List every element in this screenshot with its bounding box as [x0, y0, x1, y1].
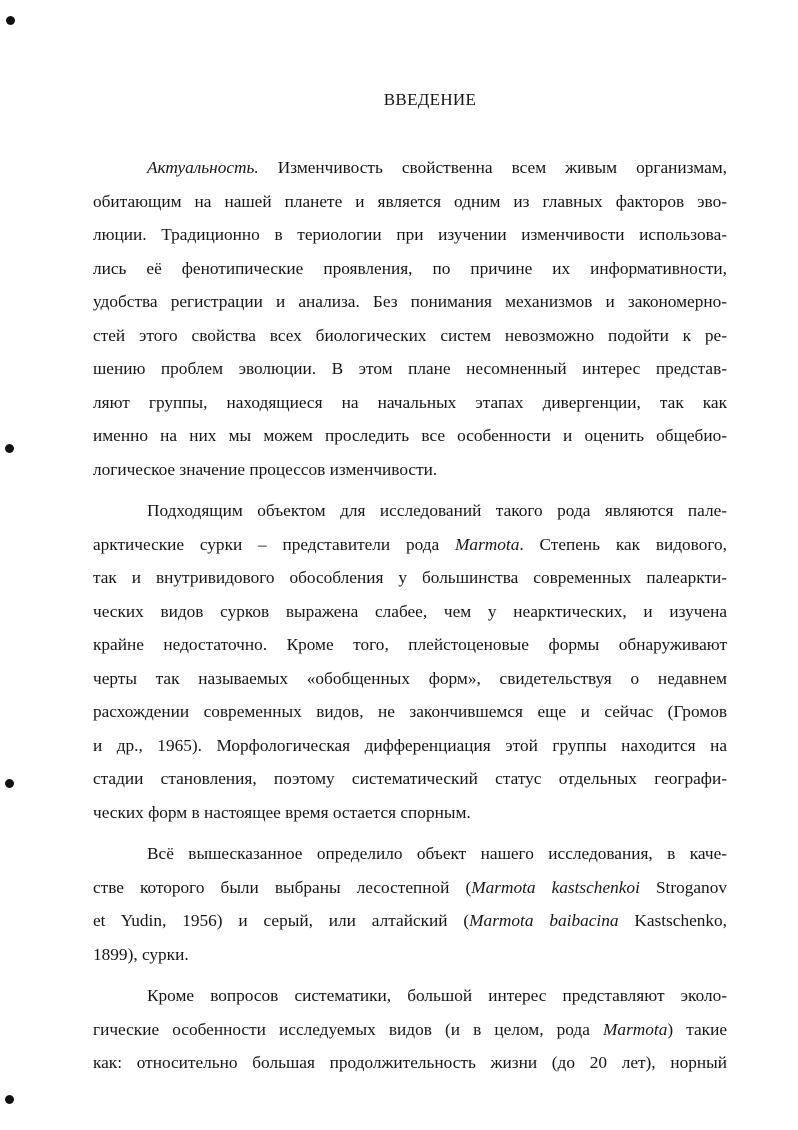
text-line: логическое значение процессов изменчивости.: [93, 459, 438, 479]
text-line: ческих форм в настоящее время остается спорным.: [93, 802, 471, 822]
text-line: так и внутривидового обособления у большинства современных палеаркти-: [93, 568, 727, 587]
text-line: et Yudin, 1956) и серый, или алтайский (Marmota baibacina Kastschenko,: [93, 911, 727, 930]
text-line: Актуальность. Изменчивость свойственна всем живым организмам,: [147, 158, 727, 177]
text-line: стве которого были выбраны лесостепной (Marmota kastschenkoi Stroganov: [93, 877, 727, 897]
punch-hole: [6, 16, 15, 25]
text-line: 1899), сурки.: [93, 944, 189, 964]
text-line: ляют группы, находящиеся на начальных этапах дивергенции, так как: [93, 392, 727, 412]
text-line: черты так называемых «обобщенных форм», свидетельствуя о недавнем: [93, 668, 727, 688]
text-line: именно на них мы можем проследить все особенности и оценить общебио-: [93, 426, 727, 445]
text-line: гические особенности исследуемых видов (и в целом, рода Marmota) такие: [93, 1019, 727, 1039]
text-line: шению проблем эволюции. В этом плане несомненный интерес представ-: [93, 359, 727, 378]
punch-hole: [5, 779, 14, 788]
text-line: ческих видов сурков выражена слабее, чем у неарктических, и изучена: [93, 601, 727, 621]
punch-hole: [5, 1095, 14, 1104]
text-line: стей этого свойства всех биологических систем невозможно подойти к ре-: [93, 325, 727, 345]
text-line: стадии становления, поэтому систематический статус отдельных географи-: [93, 769, 727, 788]
text-line: люции. Традиционно в териологии при изучении изменчивости использова-: [93, 225, 727, 244]
text-line: крайне недостаточно. Кроме того, плейстоценовые формы обнаруживают: [93, 635, 727, 654]
text-line: Всё вышесказанное определило объект нашего исследования, в каче-: [147, 844, 727, 863]
text-line: удобства регистрации и анализа. Без понимания механизмов и закономерно-: [93, 292, 727, 311]
text-line: обитающим на нашей планете и является одним из главных факторов эво-: [93, 191, 727, 211]
text-line: Кроме вопросов систематики, большой интерес представляют эколо-: [147, 986, 727, 1005]
text-line: и др., 1965). Морфологическая дифференциация этой группы находится на: [93, 735, 727, 755]
page-title: ВВЕДЕНИЕ: [383, 90, 477, 109]
text-line: Подходящим объектом для исследований такого рода являются пале-: [147, 501, 727, 520]
body-text: [93, 151, 727, 1080]
text-line: арктические сурки – представители рода Marmota. Степень как видового,: [93, 534, 727, 554]
text-line: расхождении современных видов, не закончившемся еще и сейчас (Громов: [93, 702, 727, 721]
text-line: лись её фенотипические проявления, по причине их информативности,: [93, 258, 727, 278]
text-line: как: относительно большая продолжительность жизни (до 20 лет), норный: [93, 1053, 727, 1072]
punch-hole: [5, 444, 14, 453]
